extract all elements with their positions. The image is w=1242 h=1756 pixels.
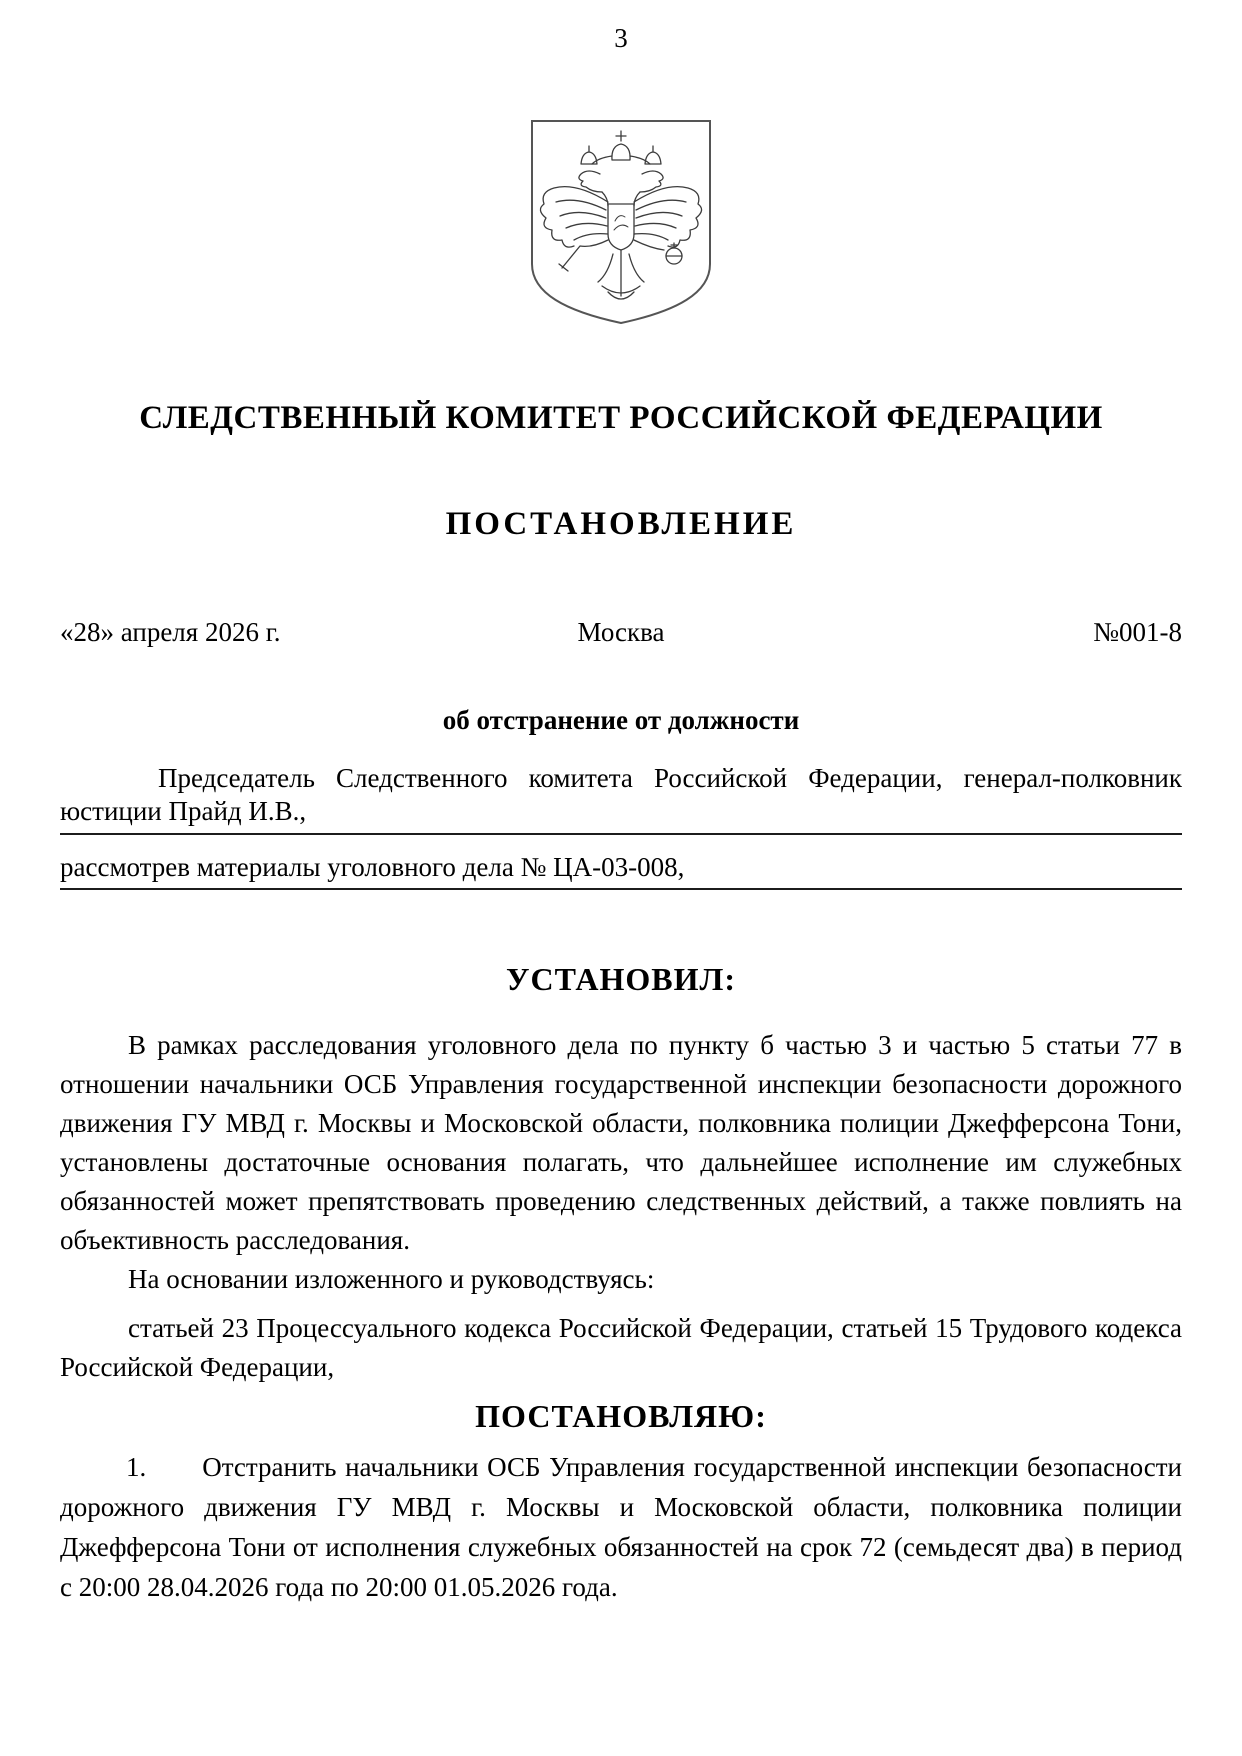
established-paragraph-1: В рамках расследования уголовного дела по пункту б частью 3 и частью 5 статьи 77 в отношении начальники ОСБ Управления государственной инспекции безопасности дорожного движения ГУ МВД г. Москвы и Московской области, полковника полиции Джефферсона Тони, установлены достаточные основания полагать, что дальнейшее исполнение им служебных обязанностей может препятствовать проведению следственных действий, а также повлиять на объективность расследования. (60, 1030, 1182, 1255)
document-subject: об отстранение от должности (442, 705, 800, 735)
document-number: №001-8 (1093, 617, 1182, 647)
preamble-case: рассмотрев материалы уголовного дела № ЦА-03-008, (60, 852, 685, 882)
established-paragraph-2: На основании изложенного и руководствуясь: (128, 1264, 655, 1294)
document-date: «28» апреля 2026 г. (60, 617, 281, 647)
fill-in-line (60, 888, 1182, 890)
resolved-item-text: Отстранить начальники ОСБ Управления государственной инспекции безопасности дорожного движения ГУ МВД г. Москвы и Московской области, полковника полиции Джефферсона Тони от исполнения служебных обязанностей на срок 72 (семьдесят два) в период с 20:00 28.04.2026 года по 20:00 01.05.2026 года. (60, 1452, 1182, 1602)
organization-title: СЛЕДСТВЕННЫЙ КОМИТЕТ РОССИЙСКОЙ ФЕДЕРАЦИИ (139, 400, 1103, 436)
page-number: 3 (614, 23, 628, 53)
russia-coat-of-arms-icon (528, 118, 714, 326)
fill-in-line (60, 833, 1182, 835)
preamble-officer: Председатель Следственного комитета Российской Федерации, генерал-полковник юстиции Прайд И.В., (60, 763, 1182, 826)
resolved-heading: ПОСТАНОВЛЯЮ: (475, 1398, 767, 1434)
established-paragraph-3: статьей 23 Процессуального кодекса Российской Федерации, статьей 15 Трудового кодекса Российской Федерации, (60, 1313, 1182, 1382)
document-meta-row (60, 614, 1182, 650)
document-city: Москва (577, 617, 665, 647)
resolved-item-number: 1. (126, 1452, 147, 1482)
established-heading: УСТАНОВИЛ: (506, 961, 736, 997)
resolved-item-1 (60, 1447, 1182, 1607)
document-type-heading: ПОСТАНОВЛЕНИЕ (445, 506, 797, 542)
